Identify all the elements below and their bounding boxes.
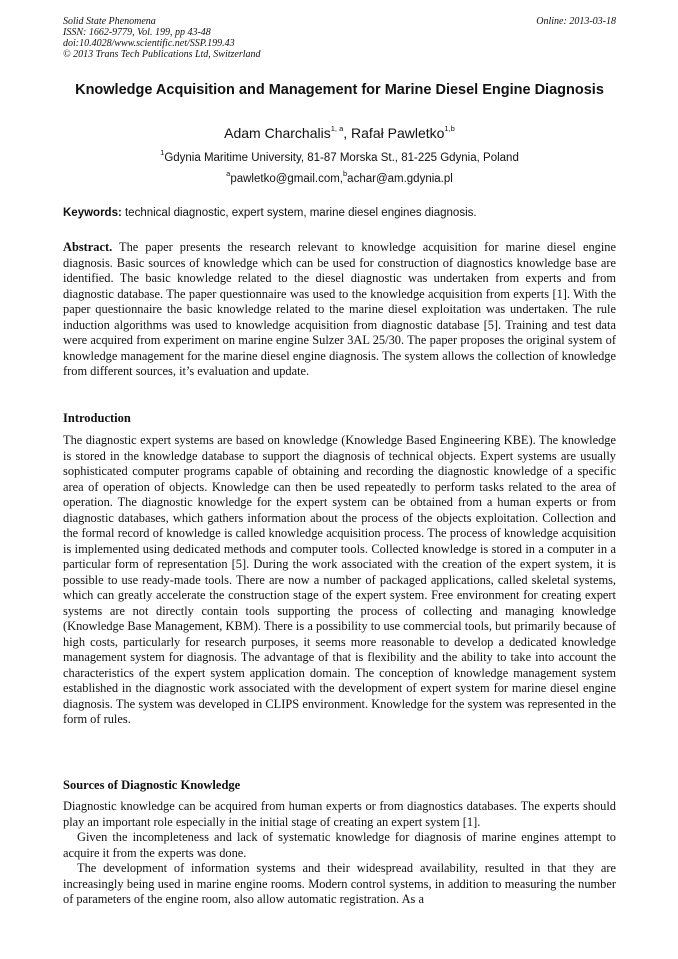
abstract-text: The paper presents the research relevant to knowledge acquisition for marine diesel engine diagnosis. Basic sources of knowledge which can be used for construction of diagnostics knowledge base are identified. The basic knowledge related to the diesel diagnostic was undertaken from experts and from diagnostic database. The paper questionnaire was used to the knowledge acquisition from experts [1]. With the paper questionnaire the basic knowledge related to the marine diesel exploitation was undertaken. The rule induction algorithms was used to knowledge acquisition from diagnostic database [5]. Training and test data were acquired from experiment on marine engine Sulzer 3AL 25/30. The paper proposes the original system of knowledge management for the marine diesel engine diagnosis. The system allows the collection of knowledge from different sources, it’s evaluation and update.: [63, 240, 616, 378]
introduction-text: The diagnostic expert systems are based on knowledge (Knowledge Based Engineering KBE). The knowledge is stored in the knowledge database to support the diagnosis of technical objects. Expert systems are usually sophisticated computer programs capable of obtaining and recording the diagnostic knowledge of a specific area of operation of objects. Knowledge can then be used repeatedly to perform tasks related to the area of operation. The diagnostic knowledge for the expert system can be obtained from a human experts or from diagnostic databases, which gathers information about the process of the objects exploitation. Collection and the formal record of knowledge is called knowledge acquisition process. The process of knowledge acquisition is implemented using dedicated methods and computer tools. Collected knowledge is stored in a computer in a particular form of representation [5]. During the work associated with the creation of the expert system, it is possible to use ready-made tools. There are now a number of packaged applications, called skeletal systems, which can greatly accelerate the construction stage of the expert system. Free environment for creating expert systems are not directly contain tools supporting the process of collecting and managing knowledge (Knowledge Base Management, KBM). There is a possibility to use commercial tools, but primarily because of high costs, particularly for research purposes, it seems more reasonable to develop a dedicated knowledge management system for diagnosis. The advantage of that is flexibility and the ability to take into account the characteristics of the expert system application domain. The conception of knowledge management system established in the diagnostic work associated with the development of expert system for marine diesel engine diagnosis. The system was developed in CLIPS environment. Knowledge for the system was represented in the form of rules.: [63, 433, 616, 726]
email-address: achar@am.gdynia.pl: [347, 173, 453, 185]
keywords: [63, 206, 616, 220]
abstract-label: Abstract.: [63, 240, 113, 254]
journal-doi: doi:10.4028/www.scientific.net/SSP.199.43: [63, 38, 235, 49]
affiliation-text: Gdynia Maritime University, 81-87 Morska St., 81-225 Gdynia, Poland: [164, 152, 519, 164]
journal-info: [63, 16, 616, 60]
journal-issn: ISSN: 1662-9779, Vol. 199, pp 43-48: [63, 27, 211, 38]
email-mark: b: [343, 169, 348, 179]
author-name: Rafał Pawletko: [351, 125, 445, 141]
author-affil-mark: 1,b: [444, 124, 455, 134]
author-name: Adam Charchalis: [224, 125, 331, 141]
paper-title: Knowledge Acquisition and Management for Marine Diesel Engine Diagnosis: [75, 82, 604, 98]
keywords-text: technical diagnostic, expert system, marine diesel engines diagnosis.: [121, 207, 477, 219]
sources-paragraph: The development of information systems and their widespread availability, resulted in that they are increasingly being used in marine engine rooms. Modern control systems, in addition to measuring the number of parameters of the engine room, also allow automatic registration. As a: [63, 861, 616, 906]
sources-paragraph: Given the incompleteness and lack of systematic knowledge for diagnosis of marine engines attempt to acquire it from the experts was done.: [63, 830, 616, 860]
author-emails: [63, 169, 616, 186]
affil-mark: 1: [160, 148, 165, 158]
journal-copyright: © 2013 Trans Tech Publications Ltd, Switzerland: [63, 49, 261, 60]
journal-name: Solid State Phenomena: [63, 16, 156, 27]
author-line: [63, 124, 616, 142]
sources-heading: Sources of Diagnostic Knowledge: [63, 778, 241, 792]
author-separator: ,: [343, 125, 352, 141]
email-address: pawletko@gmail.com,: [230, 173, 343, 185]
sources-paragraph: Diagnostic knowledge can be acquired from human experts or from diagnostics databases. The experts should play an important role especially in the initial stage of creating an expert system [1].: [63, 799, 616, 829]
author-affil-mark: 1, a: [330, 124, 344, 134]
email-mark: a: [226, 169, 231, 179]
online-date: Online: 2013-03-18: [536, 16, 616, 27]
affiliation: [63, 148, 616, 165]
keywords-label: Keywords:: [63, 207, 122, 219]
sources-section: [63, 799, 616, 908]
abstract: [63, 240, 616, 380]
introduction-heading: Introduction: [63, 411, 131, 425]
journal-header: [63, 16, 616, 60]
